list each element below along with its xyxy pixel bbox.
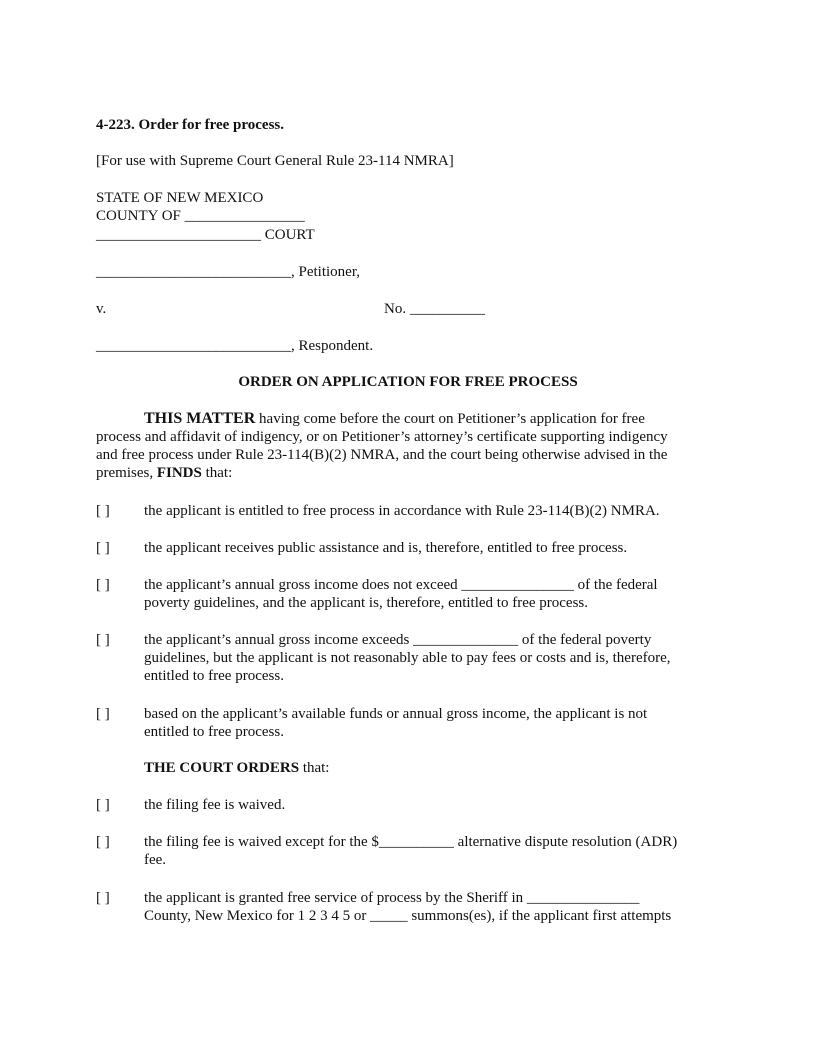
intro-line — [96, 464, 720, 482]
court-orders-label: THE COURT ORDERS — [144, 760, 300, 776]
finding-line: the applicant’s annual gross income does not exceed _______________ of the federal — [144, 577, 658, 593]
finding-text — [144, 705, 720, 741]
caption-county: COUNTY OF ________________ — [96, 208, 305, 224]
finding-checkbox[interactable]: [ ] — [96, 540, 110, 556]
order-line: the filing fee is waived except for the $__________ alternative dispute resolution (ADR) — [144, 834, 678, 850]
finding-text — [144, 539, 720, 557]
finding-line: the applicant’s annual gross income exceeds ______________ of the federal poverty — [144, 632, 652, 648]
use-note: [For use with Supreme Court General Rule 23-114 NMRA] — [96, 153, 454, 169]
intro-paragraph — [96, 410, 720, 482]
finding-line: based on the applicant’s available funds or annual gross income, the applicant is not — [144, 706, 648, 722]
finding-checkbox[interactable]: [ ] — [96, 706, 110, 722]
caption-state: STATE OF NEW MEXICO — [96, 190, 264, 206]
finding-text — [144, 502, 720, 520]
court-orders-that: that: — [299, 760, 330, 776]
intro-line — [96, 410, 720, 428]
caption-versus: v. — [96, 301, 107, 317]
finding-line: poverty guidelines, and the applicant is, therefore, entitled to free process. — [144, 595, 589, 611]
order-text — [144, 796, 720, 814]
finding-line: entitled to free process. — [144, 668, 284, 684]
order-line: the applicant is granted free service of process by the Sheriff in _______________ — [144, 890, 640, 906]
this-matter-lead: THIS MATTER — [144, 410, 256, 427]
finding-checkbox[interactable]: [ ] — [96, 503, 110, 519]
rule-heading: 4-223. Order for free process. — [96, 117, 285, 133]
intro-line-1-text: having come before the court on Petitioner’s application for free — [255, 411, 645, 427]
intro-line-4-start: premises, — [96, 465, 157, 481]
caption-respondent: __________________________, Respondent. — [96, 338, 374, 354]
finding-line: the applicant receives public assistance and is, therefore, entitled to free process. — [144, 540, 628, 556]
finds-label: FINDS — [156, 465, 202, 481]
finding-checkbox[interactable]: [ ] — [96, 632, 110, 648]
finding-line: the applicant is entitled to free process in accordance with Rule 23-114(B)(2) NMRA. — [144, 503, 660, 519]
court-orders-intro — [144, 759, 329, 777]
intro-line: and free process under Rule 23-114(B)(2) NMRA, and the court being otherwise advised in the — [96, 447, 668, 463]
order-text — [144, 889, 720, 925]
order-title: ORDER ON APPLICATION FOR FREE PROCESS — [238, 374, 578, 390]
intro-line-4-end: that: — [201, 465, 233, 481]
order-checkbox[interactable]: [ ] — [96, 834, 110, 850]
intro-line: process and affidavit of indigency, or on Petitioner’s attorney’s certificate supporting indigency — [96, 429, 668, 445]
caption-court: ______________________ COURT — [96, 227, 315, 243]
finding-checkbox[interactable]: [ ] — [96, 577, 110, 593]
order-line: County, New Mexico for 1 2 3 4 5 or _____ summons(es), if the applicant first attempts — [144, 908, 672, 924]
order-text — [144, 833, 720, 869]
order-line: the filing fee is waived. — [144, 797, 286, 813]
order-line: fee. — [144, 852, 167, 868]
finding-text — [144, 631, 720, 685]
order-checkbox[interactable]: [ ] — [96, 890, 110, 906]
caption-petitioner: __________________________, Petitioner, — [96, 264, 360, 280]
finding-text — [144, 576, 720, 612]
finding-line: guidelines, but the applicant is not reasonably able to pay fees or costs and is, therefore, — [144, 650, 671, 666]
caption-case-number: No. __________ — [384, 301, 485, 317]
finding-line: entitled to free process. — [144, 724, 284, 740]
order-checkbox[interactable]: [ ] — [96, 797, 110, 813]
